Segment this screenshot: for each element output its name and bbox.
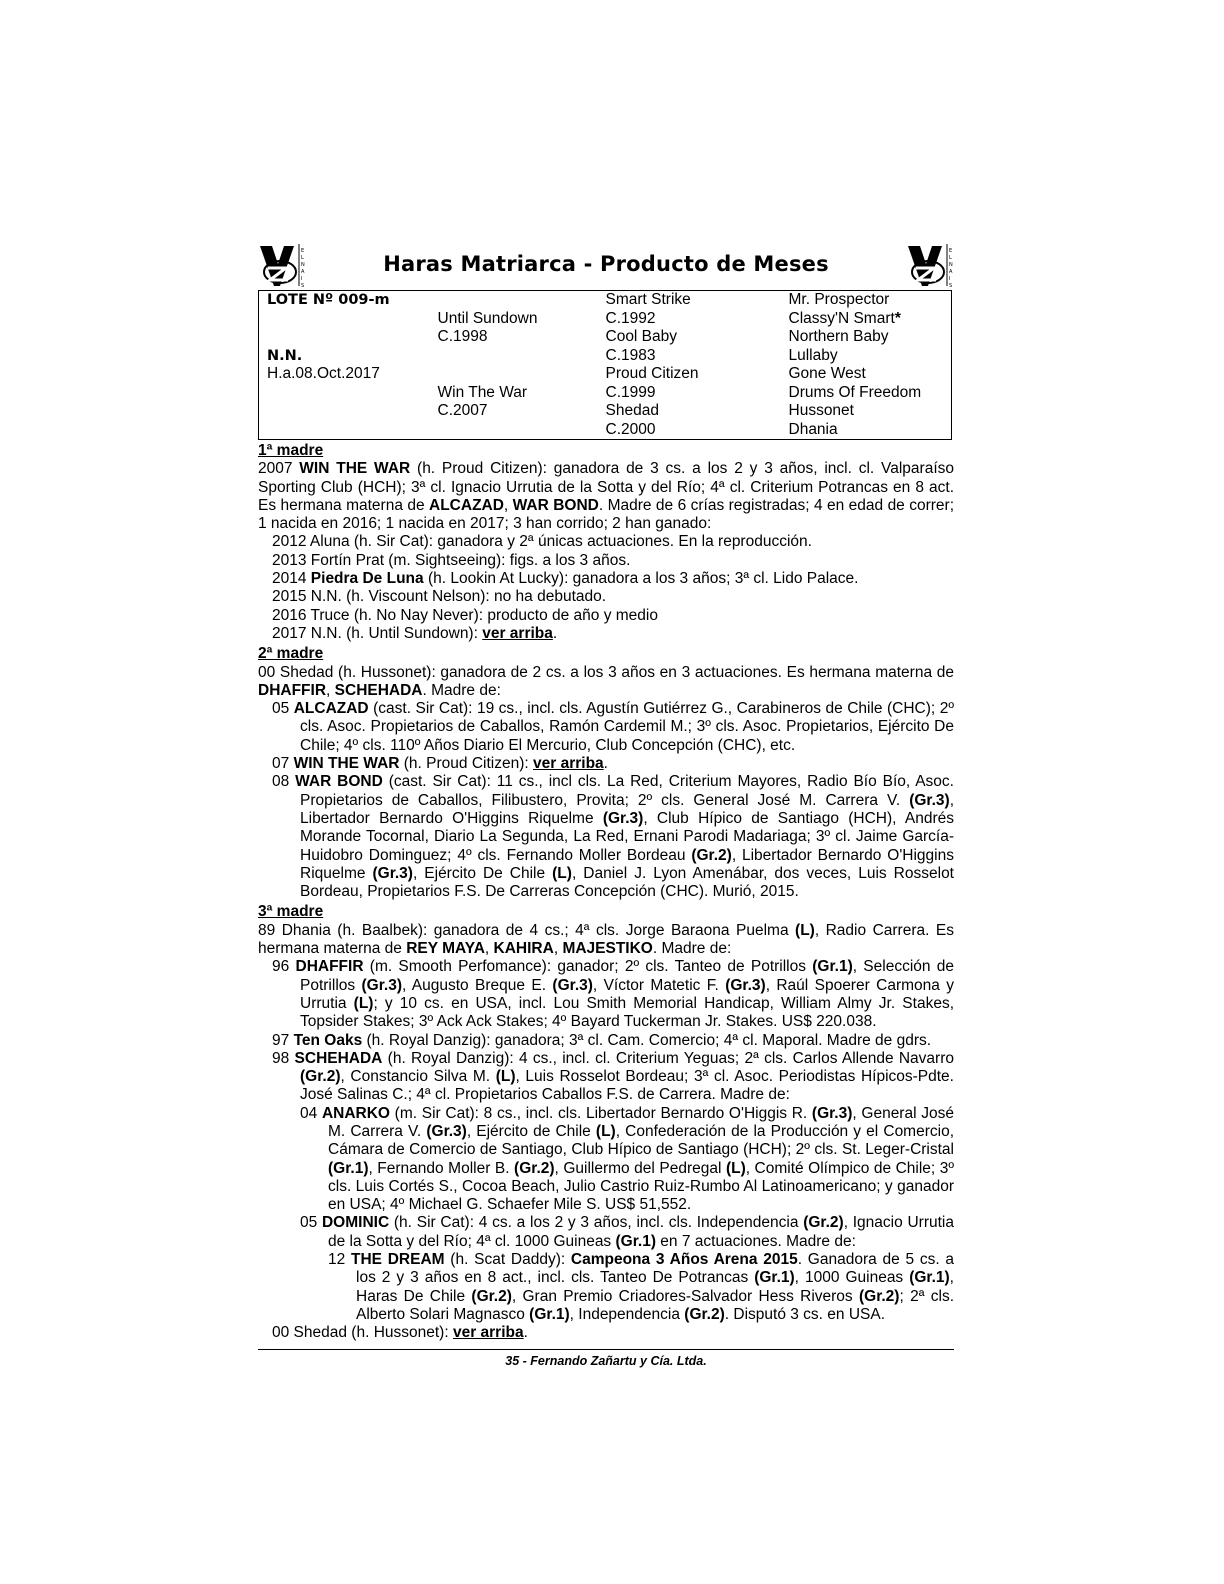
grandsire-2: Proud Citizen bbox=[605, 365, 699, 382]
page-header bbox=[258, 242, 954, 290]
grandsire-1-year: C.1992 bbox=[605, 309, 656, 327]
star-icon: * bbox=[894, 309, 901, 327]
great-grandsire-5: Gone West bbox=[788, 365, 866, 382]
svg-text:E: E bbox=[301, 248, 305, 254]
great-grandsire-8: Dhania bbox=[788, 420, 838, 438]
sire-name: Until Sundown bbox=[437, 309, 538, 327]
great-grandsire-4: Lullaby bbox=[788, 346, 838, 364]
second-dam-intro: 00 Shedad (h. Hussonet): ganadora de 2 cs. a los 3 años en 3 actuaciones. Es hermana materna de DHAFFIR, SCHEHADA. Madre de: bbox=[258, 663, 954, 699]
great-grandsire-1: Mr. Prospector bbox=[788, 291, 890, 308]
birth-date: H.a.08.Oct.2017 bbox=[267, 365, 380, 382]
third-dam-intro: 89 Dhania (h. Baalbek): ganadora de 4 cs.; 4ª cls. Jorge Baraona Puelma (L), Radio Carrera. Es hermana materna de REY MAYA, KAHIRA, MAJESTIKO. Madre de: bbox=[258, 921, 954, 958]
section-first-dam: 1ª madre bbox=[258, 442, 324, 459]
see-above-reference: ver arriba bbox=[452, 1324, 524, 1342]
great-grandsire-7: Hussonet bbox=[788, 402, 854, 419]
great-grandsire-3: Northern Baby bbox=[788, 328, 889, 345]
produce-entry: 2017 N.N. (h. Until Sundown): ver arriba. bbox=[272, 624, 558, 642]
great-grandsire-6: Drums Of Freedom bbox=[788, 383, 922, 401]
dam-name: Win The War bbox=[437, 383, 528, 401]
produce-entry: 2013 Fortín Prat (m. Sightseeing): figs. a los 3 años. bbox=[272, 551, 631, 569]
svg-text:S: S bbox=[949, 283, 953, 288]
produce-entry: 2014 Piedra De Luna (h. Lookin At Lucky): ganadora a los 3 años; 3ª cl. Lido Palace. bbox=[272, 570, 859, 588]
first-dam-intro: 2007 WIN THE WAR (h. Proud Citizen): ganadora de 3 cs. a los 2 y 3 años, incl. cl. Valparaíso Sporting Club (HCH); 3ª cl. Ignacio Urrutia de la Sotta y del Río; 4ª cl. Criterium Potrancas en 8 act. Es hermana materna de ALCAZAD, WAR BOND. Madre de 6 crías registradas; 4 en edad de correr; 1 nacida en 2016; 1 nacida en 2017; 3 han corrido; 2 han ganado: bbox=[258, 460, 954, 533]
produce-entry: 04 ANARKO (m. Sir Cat): 8 cs., incl. cls. Libertador Bernardo O'Higgis R. (Gr.3), General José M. Carrera V. (Gr.3), Ejército de Chile (L), Confederación de la Producción y el Comercio, Cámara de Comercio de Santiago, Club Hípico de Santiago (HCH); 2º cls. St. Leger-Cristal (Gr.1), Fernando Moller B. (Gr.2), Guillermo del Pedregal (L), Comité Olímpico de Chile; 3º cls. Luis Cortés S., Cocoa Beach, Julio Castrio Ruiz-Rumbo Al Latinoamericano; y ganador en USA; 4º Michael G. Schaefer Mile S. US$ 51,552. bbox=[300, 1104, 954, 1214]
page-footer: 35 - Fernando Zañartu y Cía. Ltda. bbox=[505, 1353, 707, 1368]
svg-text:I: I bbox=[301, 276, 303, 282]
produce-entry: 97 Ten Oaks (h. Royal Danzig): ganadora; 3ª cl. Cam. Comercio; 4ª cl. Maporal. Madre de gdrs. bbox=[272, 1031, 932, 1049]
svg-text:N: N bbox=[949, 262, 953, 268]
sire-year: C.1998 bbox=[437, 328, 488, 345]
great-grandsire-2: Classy'N Smart* bbox=[788, 309, 901, 327]
svg-text:E: E bbox=[949, 248, 953, 254]
produce-entry: 05 DOMINIC (h. Sir Cat): 4 cs. a los 2 y 3 años, incl. cls. Independencia (Gr.2), Ignacio Urrutia de la Sotta y del Río; 4ª cl. 1000 Guineas (Gr.1) en 7 actuaciones. Madre de: bbox=[300, 1214, 954, 1250]
svg-text:I: I bbox=[949, 276, 951, 282]
granddam-1-year: C.1983 bbox=[605, 346, 656, 364]
svg-text:S: S bbox=[301, 283, 305, 288]
granddam-2: Shedad bbox=[605, 402, 659, 419]
produce-entry: 08 WAR BOND (cast. Sir Cat): 11 cs., incl cls. La Red, Criterium Mayores, Radio Bío Bío, Asoc. Propietarios de Caballos, Filibustero, Provita; 2º cls. General José M. Carrera V. (Gr.3), Libertador Bernardo O'Higgins Riquelme (Gr.3), Club Hípico de Santiago (HCH), Andrés Morande Tocornal, Diario La Segunda, La Red, Ernani Parodi Madariaga; 3º cl. Jaime García-Huidobro Dominguez; 4º cls. Fernando Moller Bordeau (Gr.2), Libertador Bernardo O'Higgins Riquelme (Gr.3), Ejército De Chile (L), Daniel J. Lyon Amenábar, dos veces, Luis Rosselot Bordeau, Propietarios F.S. De Carreras Concepción (CHC). Murió, 2015. bbox=[272, 773, 954, 901]
dam-year: C.2007 bbox=[437, 402, 488, 419]
svg-text:N: N bbox=[301, 262, 305, 268]
section-second-dam: 2ª madre bbox=[258, 645, 324, 663]
svg-text:L: L bbox=[949, 255, 952, 261]
stud-logo-icon bbox=[906, 242, 954, 288]
granddam-2-year: C.2000 bbox=[605, 420, 656, 438]
grandsire-2-year: C.1999 bbox=[605, 383, 656, 401]
svg-text:L: L bbox=[301, 255, 304, 261]
lot-number: LOTE Nº 009-m bbox=[267, 292, 390, 308]
produce-entry: 2016 Truce (h. No Nay Never): producto de año y medio bbox=[272, 606, 658, 624]
produce-entry: 12 THE DREAM (h. Scat Daddy): Campeona 3 Años Arena 2015. Ganadora de 5 cs. a los 2 y 3 años en 8 act., incl. cls. Tanteo De Potrancas (Gr.1), 1000 Guineas (Gr.1), Haras De Chile (Gr.2), Gran Premio Criadores-Salvador Hess Riveros (Gr.2); 2ª cls. Alberto Solari Magnasco (Gr.1), Independencia (Gr.2). Disputó 3 cs. en USA. bbox=[328, 1251, 954, 1323]
page-title: Haras Matriarca - Producto de Meses bbox=[383, 252, 829, 276]
see-above-reference: ver arriba bbox=[482, 624, 553, 642]
svg-text:A: A bbox=[301, 269, 305, 275]
horse-name: N.N. bbox=[267, 347, 303, 364]
section-third-dam: 3ª madre bbox=[258, 903, 324, 921]
svg-text:A: A bbox=[949, 269, 953, 275]
pedigree-table bbox=[258, 290, 952, 440]
produce-record bbox=[258, 442, 954, 1343]
catalog-page bbox=[258, 242, 954, 1368]
produce-entry: 2015 N.N. (h. Viscount Nelson): no ha debutado. bbox=[272, 588, 607, 606]
produce-entry: 98 SCHEHADA (h. Royal Danzig): 4 cs., incl. cl. Criterium Yeguas; 2ª cls. Carlos Allende Navarro (Gr.2), Constancio Silva M. (L), Luis Rosselot Bordeau; 3ª cl. Asoc. Periodistas Hípicos-Pdte. José Salinas C.; 4ª cl. Propietarios Caballos F.S. de Carrera. Madre de: bbox=[272, 1049, 954, 1104]
produce-entry: 05 ALCAZAD (cast. Sir Cat): 19 cs., incl. cls. Agustín Gutiérrez G., Carabineros de Chile (CHC); 2º cls. Asoc. Propietarios de Caballos, Ramón Cardemil M.; 3º cls. Asoc. Propietarios, Ejército De Chile; 4º cls. 110º Años Diario El Mercurio, Club Concepción (CHC), etc. bbox=[272, 700, 954, 754]
produce-entry: 96 DHAFFIR (m. Smooth Perfomance): ganador; 2º cls. Tanteo de Potrillos (Gr.1), Selección de Potrillos (Gr.3), Augusto Breque E. (Gr.3), Víctor Matetic F. (Gr.3), Raúl Spoerer Carmona y Urrutia (L); y 10 cs. en USA, incl. Lou Smith Memorial Handicap, William Almy Jr. Stakes, Topsider Stakes; 3º Ack Ack Stakes; 4º Bayard Tuckerman Jr. Stakes. US$ 220.038. bbox=[272, 958, 954, 1031]
footer-divider bbox=[258, 1349, 954, 1350]
see-above-reference: ver arriba bbox=[533, 755, 604, 773]
produce-entry: 2012 Aluna (h. Sir Cat): ganadora y 2ª únicas actuaciones. En la reproducción. bbox=[272, 533, 812, 551]
grandsire-1: Smart Strike bbox=[605, 291, 691, 308]
granddam-1: Cool Baby bbox=[605, 328, 678, 345]
produce-entry: 00 Shedad (h. Hussonet): ver arriba. bbox=[272, 1324, 528, 1342]
produce-entry: 07 WIN THE WAR (h. Proud Citizen): ver arriba. bbox=[272, 755, 608, 773]
